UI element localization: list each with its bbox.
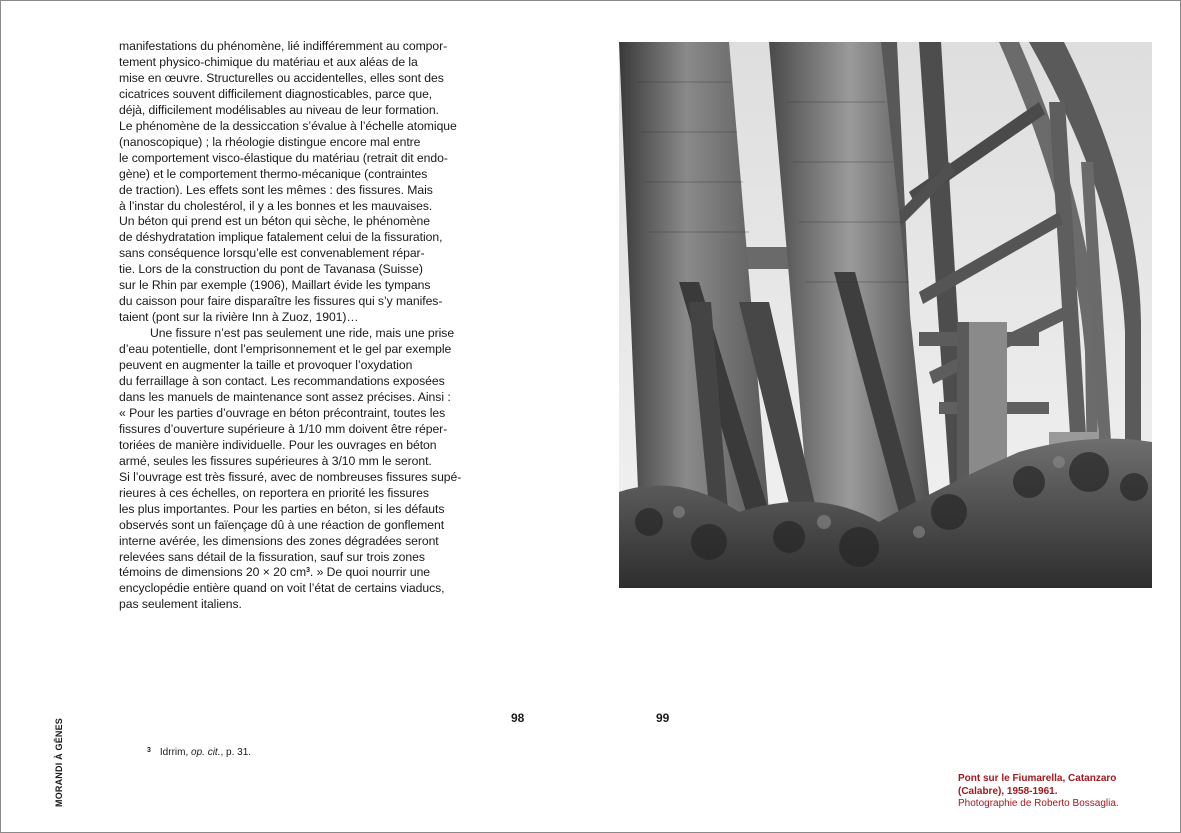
body-line: [119, 135, 449, 151]
footnote-page: , p. 31.: [220, 747, 252, 758]
body-line-text: d’eau potentielle, dont l’emprisonnement et le gel par exemple: [119, 342, 452, 357]
body-line: [119, 39, 449, 55]
body-line: [119, 469, 462, 486]
body-line-text: tie. Lors de la construction du pont de Tavanasa (Suisse): [119, 262, 423, 277]
running-head: MORANDI À GÊNES: [54, 717, 64, 807]
body-line-text: du caisson pour faire disparaître les fissures qui s’y manifes-: [119, 294, 443, 309]
footnote-author: Idrrim,: [159, 747, 192, 758]
body-line-text: sans conséquence lorsqu’elle est convenablement répar-: [119, 246, 425, 261]
body-line: [119, 246, 449, 262]
body-line: [119, 294, 449, 310]
body-line: [119, 103, 449, 119]
body-line-text: (nanoscopique) ; la rhéologie distingue encore mal entre: [119, 134, 421, 149]
body-line: [119, 167, 449, 183]
body-line-text: Un béton qui prend est un béton qui sèche, le phénomène: [119, 214, 430, 229]
footnote-reference: 3: [306, 567, 310, 575]
body-line: [119, 581, 449, 597]
body-line: [119, 118, 457, 135]
body-line: [119, 151, 449, 167]
body-line-text: Si l’ouvrage est très fissuré, avec de nombreuses fissures supé-: [119, 469, 462, 484]
body-line: [119, 534, 449, 550]
body-line-text: rieures à ces échelles, on reportera en priorité les fissures: [119, 485, 429, 500]
body-line: [119, 55, 449, 71]
body-line-text: tement physico-chimique du matériau et aux aléas de la: [119, 54, 418, 69]
body-line-text: témoins de dimensions 20 × 20 cm: [119, 565, 307, 580]
caption-title-line-1: Pont sur le Fiumarella, Catanzaro: [958, 773, 1117, 784]
body-line-text: déjà, difficilement modélisables au niveau de leur formation.: [119, 102, 439, 117]
footnote-number: 3: [147, 747, 151, 754]
body-line-text: à l’instar du cholestérol, il y a les bonnes et les mauvaises.: [119, 198, 433, 213]
body-line: [119, 406, 449, 422]
body-line: [119, 597, 449, 613]
caption-credit: Photographie de Roberto Bossaglia.: [958, 798, 1119, 809]
body-line: [119, 262, 449, 278]
body-line-text: de déshydratation implique fatalement celui de la fissuration,: [119, 230, 443, 245]
footnote: [147, 747, 251, 758]
body-line-text: Une fissure n’est pas seulement une ride, mais une prise: [150, 326, 455, 341]
body-line: [119, 390, 449, 406]
body-line-text: sur le Rhin par exemple (1906), Maillart évide les tympans: [119, 278, 431, 293]
body-line-text: « Pour les parties d’ouvrage en béton précontraint, toutes les: [119, 405, 446, 420]
body-line: [119, 565, 449, 581]
body-line-text: observés sont un faïençage dû à une réaction de gonflement: [119, 517, 445, 532]
body-line: [119, 374, 449, 390]
body-line: [119, 342, 452, 358]
body-line-text: armé, seules les fissures supérieures à 3/10 mm le seront.: [119, 453, 432, 468]
body-line-text: relevées sans détail de la fissuration, sauf sur trois zones: [119, 549, 425, 564]
body-line-text: fissures d’ouverture supérieure à 1/10 mm doivent être réper-: [119, 421, 448, 436]
body-line-text: de traction). Les effets sont les mêmes : des fissures. Mais: [119, 182, 433, 197]
body-line: [119, 278, 449, 294]
body-line: [119, 518, 449, 534]
body-line: [119, 454, 449, 470]
body-line-text: encyclopédie entière quand on voit l’état de certains viaducs,: [119, 581, 445, 596]
page-number-left: 98: [511, 711, 525, 725]
body-line-text: pas seulement italiens.: [119, 597, 242, 612]
body-line-text: cicatrices souvent difficilement diagnosticables, parce que,: [119, 86, 433, 101]
body-line: [119, 326, 455, 342]
body-line: [119, 422, 449, 438]
bridge-photo: [619, 42, 1152, 588]
body-line: [119, 550, 449, 566]
footnote-ref: op. cit.: [191, 747, 221, 758]
bridge-photo-icon: [619, 42, 1152, 588]
body-text-column: [119, 39, 462, 613]
body-line: [119, 183, 449, 199]
body-line: [119, 358, 449, 374]
page-number-right: 99: [656, 711, 670, 725]
body-line-text: dans les manuels de maintenance sont assez précises. Ainsi :: [119, 389, 451, 404]
body-line: [119, 438, 449, 454]
body-line: [119, 310, 449, 326]
body-line-text: gène) et le comportement thermo-mécanique (contraintes: [119, 166, 428, 181]
photo-caption: [958, 773, 1119, 811]
body-line-text: les plus importantes. Pour les parties en béton, si les défauts: [119, 501, 445, 516]
body-line-text: toriées de manière individuelle. Pour les ouvrages en béton: [119, 437, 437, 452]
body-line: [119, 87, 449, 103]
body-line-text: interne avérée, les dimensions des zones dégradées seront: [119, 533, 439, 548]
body-line-text: manifestations du phénomène, lié indifféremment au compor-: [119, 39, 448, 53]
body-line-text: Le phénomène de la dessiccation s’évalue à l’échelle atomique: [119, 118, 457, 133]
body-line: [119, 230, 449, 246]
body-line-text: taient (pont sur la rivière Inn à Zuoz, 1901)…: [119, 310, 359, 325]
body-line: [119, 486, 449, 502]
caption-title-line-2: (Calabre), 1958-1961.: [958, 785, 1058, 797]
body-line: [119, 199, 449, 215]
body-line-text: du ferraillage à son contact. Les recommandations exposées: [119, 374, 445, 389]
body-line-text: mise en œuvre. Structurelles ou accidentelles, elles sont des: [119, 70, 444, 85]
body-line: [119, 71, 449, 87]
body-line-text: peuvent en augmenter la taille et provoquer l’oxydation: [119, 358, 413, 373]
body-line-text: le comportement visco-élastique du matériau (retrait dit endo-: [119, 150, 448, 165]
body-line-text-after: . » De quoi nourrir une: [309, 565, 431, 580]
body-line: [119, 214, 449, 230]
body-line: [119, 502, 449, 518]
